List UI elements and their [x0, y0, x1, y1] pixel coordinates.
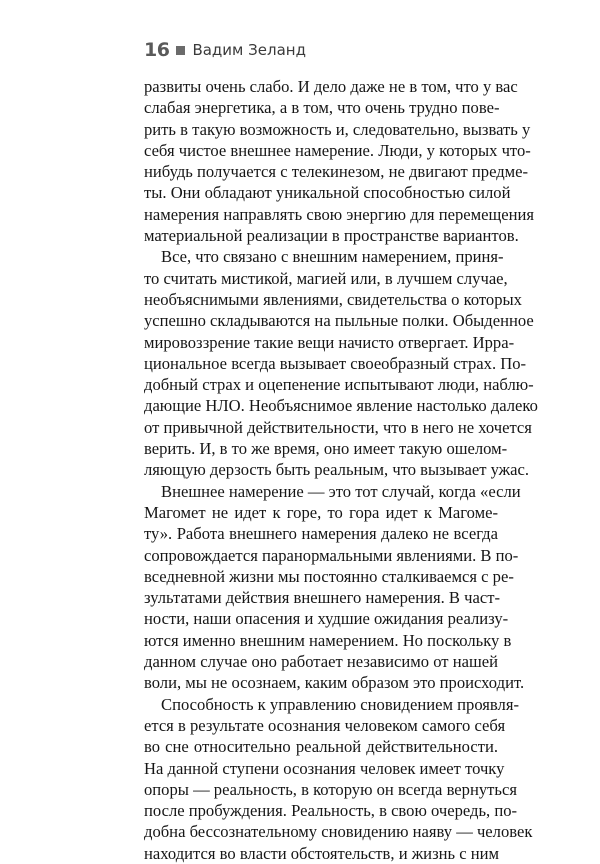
text-line: развиты очень слабо. И дело даже не в том, что у вас	[144, 77, 518, 96]
text-line: ются именно внешним намерением. Но поскольку в	[144, 630, 512, 650]
body-text	[144, 76, 538, 864]
text-line: от привычной действительности, что в него не хочется	[144, 417, 532, 437]
text-line: Способность к управлению сновидением проявля-	[161, 694, 519, 714]
text-line: циональное всегда вызывает своеобразный страх. По-	[144, 353, 527, 373]
text-line: дающие НЛО. Необъяснимое явление настолько далеко	[144, 396, 538, 416]
text-line: после пробуждения. Реальность, в свою очередь, по-	[144, 801, 518, 821]
text-line: успешно складываются на пыльные полки. Обыденное	[144, 311, 534, 331]
text-line: зультатами действия внешнего намерения. В част-	[144, 588, 501, 608]
text-line: нибудь получается с телекинезом, не двигают предме-	[144, 162, 529, 182]
square-bullet-icon	[176, 46, 185, 55]
text-line: то считать мистикой, магией или, в лучшем случае,	[144, 268, 508, 288]
text-line: Магомет не идет к горе, то гора идет к Магоме-	[144, 502, 498, 522]
text-line: опоры — реальность, в которую он всегда вернуться	[144, 779, 517, 799]
text-line: Внешнее намерение — это тот случай, когда «если	[161, 481, 521, 501]
text-line: сопровождается паранормальными явлениями. В по-	[144, 545, 519, 565]
text-line: Все, что связано с внешним намерением, приня-	[161, 247, 504, 267]
text-line: верить. И, в то же время, оно имеет такую ошелом-	[144, 439, 508, 459]
author-name: Вадим Зеланд	[192, 41, 306, 59]
text-line: ности, наши опасения и худшие ожидания реализу-	[144, 609, 509, 629]
text-line: добный страх и оцепенение испытывают люди, наблю-	[144, 375, 534, 395]
text-line: себя чистое внешнее намерение. Люди, у которых что-	[144, 140, 531, 160]
text-line: материальной реализации в пространстве вариантов.	[144, 226, 519, 246]
text-line: рить в такую возможность и, следовательно, вызвать у	[144, 119, 531, 139]
text-line: слабая энергетика, а в том, что очень трудно пове-	[144, 98, 500, 118]
text-line: На данной ступени осознания человек имеет точку	[144, 758, 505, 778]
text-line: находится во власти обстоятельств, и жизнь с ним	[144, 843, 499, 863]
text-line: мировоззрение такие вещи начисто отвергает. Ирра-	[144, 332, 515, 352]
text-line: ты. Они обладают уникальной способностью силой	[144, 183, 511, 203]
page-number: 16	[144, 39, 170, 61]
text-line: добна бессознательному сновидению наяву — человек	[144, 822, 533, 842]
text-line: необъяснимыми явлениями, свидетельства о которых	[144, 289, 522, 309]
text-line: намерения направлять свою энергию для перемещения	[144, 204, 535, 224]
text-line: воли, мы не осознаем, каким образом это происходит.	[144, 673, 525, 693]
text-line: ется в результате осознания человеком самого себя	[144, 715, 506, 735]
text-line: ту». Работа внешнего намерения далеко не всегда	[144, 524, 498, 544]
text-line: ляющую дерзость быть реальным, что вызывает ужас.	[144, 460, 530, 480]
running-head	[144, 38, 306, 62]
text-line: вседневной жизни мы постоянно сталкиваемся с ре-	[144, 566, 514, 586]
text-line: во сне относительно реальной действительности.	[144, 737, 498, 757]
text-line: данном случае оно работает независимо от нашей	[144, 652, 498, 672]
